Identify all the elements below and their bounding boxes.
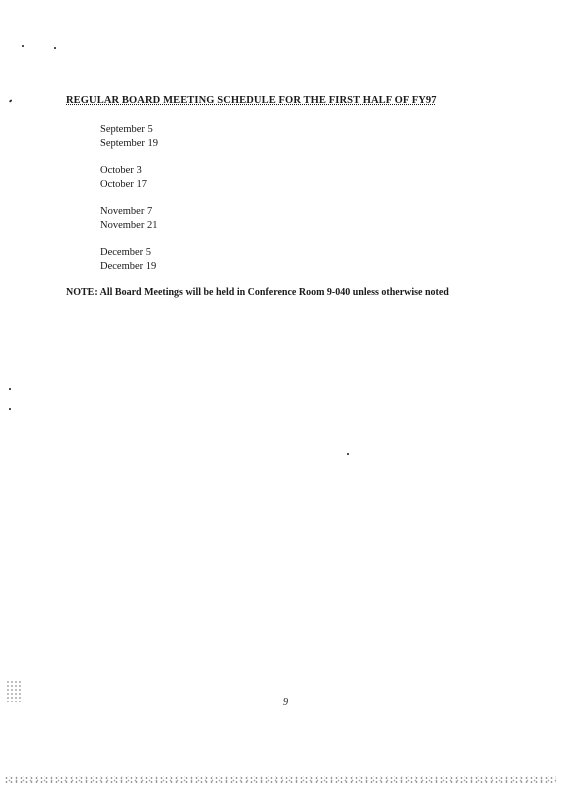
meeting-date: November 21 xyxy=(100,219,158,231)
meeting-dates-list xyxy=(100,123,158,287)
meeting-date: September 5 xyxy=(100,124,153,135)
scan-speck xyxy=(9,408,11,410)
schedule-heading: REGULAR BOARD MEETING SCHEDULE FOR THE FIRST HALF OF FY97 xyxy=(66,95,437,106)
date-group-december xyxy=(100,246,158,273)
meeting-date: October 3 xyxy=(100,165,142,176)
meeting-date: December 19 xyxy=(100,260,157,272)
date-group-october xyxy=(100,164,158,191)
meeting-date: December 5 xyxy=(100,247,152,258)
meeting-date: October 17 xyxy=(100,178,147,190)
scan-noise-strip xyxy=(4,776,556,784)
date-group-november xyxy=(100,205,158,232)
date-group-september xyxy=(100,123,158,150)
scan-speck xyxy=(9,388,11,390)
page-number: 9 xyxy=(283,697,288,708)
scan-speck xyxy=(347,453,349,455)
scan-speck xyxy=(54,47,56,49)
scan-speck xyxy=(22,45,24,47)
scan-speck xyxy=(9,99,12,102)
meeting-date: September 19 xyxy=(100,137,159,149)
meeting-date: November 7 xyxy=(100,206,153,217)
scan-noise-patch xyxy=(6,680,22,702)
location-note: NOTE: All Board Meetings will be held in Conference Room 9-040 unless otherwise noted xyxy=(66,287,449,298)
